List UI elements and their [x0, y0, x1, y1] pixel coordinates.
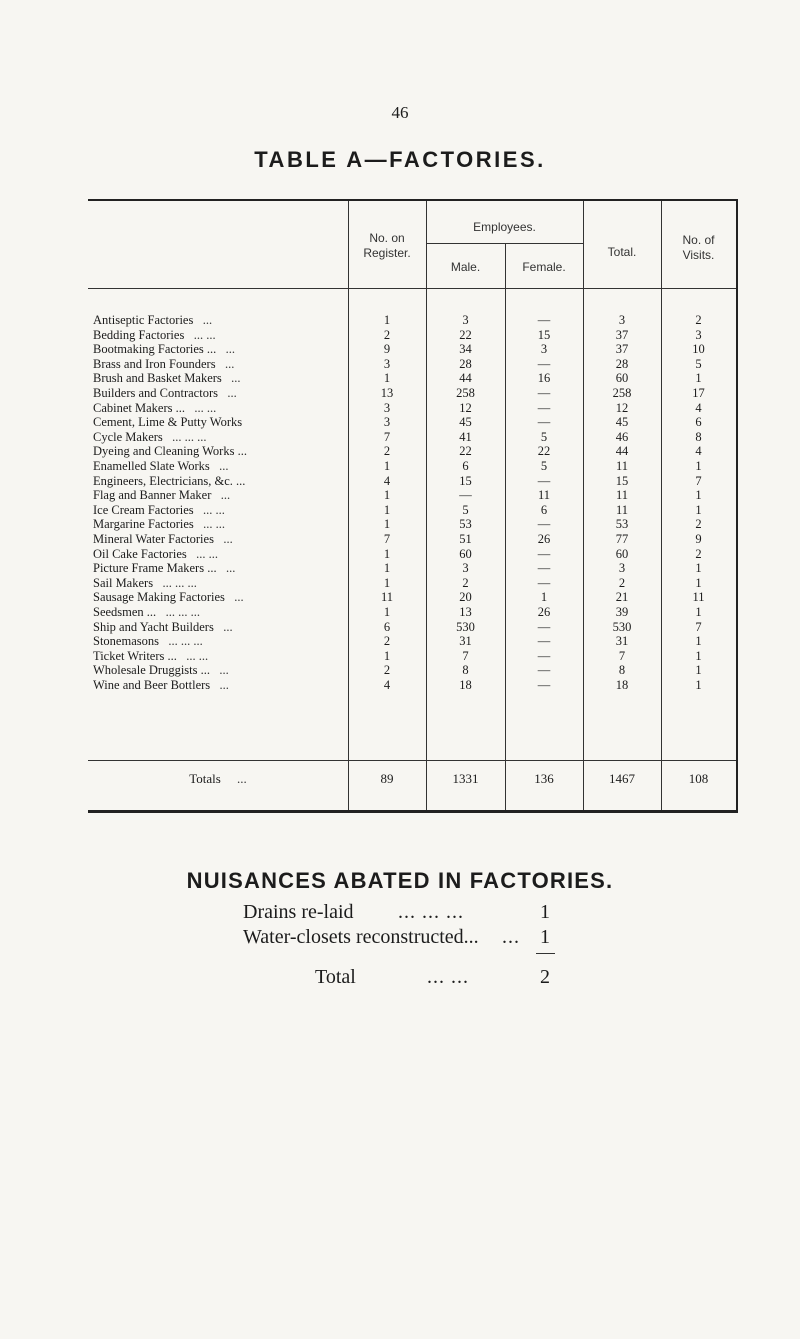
- visits-cell: 4: [695, 400, 702, 415]
- nuisance-total-value: 2: [540, 966, 550, 988]
- total-cell: 3: [618, 561, 626, 576]
- nuisance-dots: ... ... ...: [398, 901, 464, 923]
- factory-name: Oil Cake Factories: [93, 546, 187, 561]
- male-cell: 22: [459, 327, 472, 342]
- header-register: [348, 231, 426, 261]
- table-row: [88, 386, 738, 401]
- nuisance-label: Water-closets reconstructed...: [243, 926, 479, 948]
- factory-name-cell: [93, 503, 348, 518]
- male-cell: 20: [459, 590, 472, 605]
- register-cell: 1: [383, 605, 391, 619]
- register-cell: 1: [383, 488, 391, 503]
- female-cell: 26: [537, 532, 551, 546]
- male-cell: 31: [459, 634, 472, 649]
- total-cell: 530: [612, 619, 632, 634]
- register-cell: 1: [383, 517, 391, 532]
- factory-name-cell: [93, 342, 348, 357]
- leader-dots: ...: [219, 678, 229, 692]
- visits-cell: 9: [695, 532, 702, 546]
- female-cell: 5: [540, 459, 548, 473]
- total-cell: 8: [618, 663, 626, 678]
- visits-cell: 5: [695, 356, 702, 371]
- male-cell: 60: [459, 546, 472, 561]
- visits-cell: 7: [695, 473, 702, 488]
- register-cell: 1: [383, 313, 391, 327]
- factory-name-cell: [93, 663, 348, 678]
- factory-name: Flag and Banner Maker: [93, 488, 212, 503]
- female-cell: —: [537, 313, 551, 327]
- table-row: [88, 342, 738, 357]
- male-cell: 3: [462, 561, 469, 576]
- female-cell: —: [537, 386, 551, 400]
- register-cell: 3: [383, 356, 391, 371]
- visits-cell: 1: [695, 663, 702, 678]
- nuisances-title: NUISANCES ABATED IN FACTORIES.: [186, 868, 614, 893]
- visits-cell: 17: [692, 386, 705, 400]
- totals-register: 89: [380, 771, 394, 786]
- factory-name: Ice Cream Factories: [93, 502, 194, 517]
- factory-name-cell: [93, 576, 348, 591]
- table-row: [88, 313, 738, 328]
- factory-name-cell: [93, 605, 348, 620]
- header-visits-line2: Visits.: [682, 248, 715, 262]
- totals-dots: ...: [237, 771, 247, 786]
- female-cell: —: [537, 575, 551, 590]
- total-cell: 11: [615, 502, 629, 517]
- register-cell: 7: [383, 532, 391, 546]
- leader-dots: ...: [234, 590, 244, 605]
- factory-name: Bootmaking Factories ...: [93, 342, 217, 357]
- female-cell: 11: [537, 488, 551, 503]
- totals-male: 1331: [452, 771, 479, 786]
- male-cell: —: [459, 488, 472, 503]
- male-cell: 13: [459, 605, 472, 619]
- header-visits: [661, 233, 736, 263]
- leader-dots: ...: [231, 371, 241, 386]
- nuisance-total-label: Total: [315, 966, 356, 988]
- total-cell: 60: [615, 546, 629, 561]
- register-cell: 9: [383, 342, 391, 357]
- totals-total: 1467: [609, 771, 635, 786]
- header-female: Female.: [522, 260, 566, 274]
- factory-name-cell: [93, 401, 348, 416]
- leader-dots: ...: [219, 459, 229, 473]
- visits-cell: 10: [692, 342, 705, 357]
- factory-name-cell: [93, 459, 348, 474]
- nuisance-value: 1: [540, 901, 550, 923]
- factory-name-cell: [93, 430, 348, 445]
- visits-cell: 4: [695, 444, 702, 459]
- employees-rule: [426, 243, 583, 244]
- visits-cell: 2: [695, 313, 702, 327]
- total-cell: 37: [615, 327, 629, 342]
- register-cell: 2: [383, 444, 391, 459]
- female-cell: —: [537, 400, 551, 415]
- header-register-line2: Register.: [363, 246, 411, 260]
- female-cell: —: [537, 473, 551, 488]
- total-cell: 21: [615, 590, 629, 605]
- male-cell: 12: [459, 400, 472, 415]
- leader-dots: ...: [225, 561, 236, 576]
- factory-name: Mineral Water Factories: [93, 532, 214, 546]
- factory-name: Brass and Iron Founders: [93, 356, 216, 371]
- register-cell: 1: [383, 561, 391, 576]
- factory-name-cell: [93, 620, 348, 635]
- table-row: [88, 620, 738, 635]
- table-row: [88, 649, 738, 664]
- factory-name: Dyeing and Cleaning Works ...: [93, 444, 247, 459]
- female-cell: 26: [537, 605, 551, 619]
- male-cell: 15: [459, 473, 472, 488]
- table-row: [88, 678, 738, 693]
- total-cell: 45: [615, 415, 629, 430]
- factory-name-cell: [93, 415, 348, 430]
- factory-name: Sausage Making Factories: [93, 590, 225, 605]
- leader-dots: ... ... ...: [168, 634, 203, 649]
- sum-rule: [536, 953, 555, 954]
- table-row: [88, 488, 738, 503]
- visits-cell: 1: [695, 678, 702, 692]
- table-row: [88, 459, 738, 474]
- nuisance-dots: ...: [502, 926, 520, 948]
- register-cell: 1: [383, 371, 391, 386]
- factory-name: Cycle Makers: [93, 429, 163, 444]
- factory-name: Antiseptic Factories: [93, 313, 194, 327]
- factory-name-cell: [93, 561, 348, 576]
- register-cell: 1: [383, 648, 391, 663]
- header-rule: [88, 288, 736, 289]
- female-cell: 16: [537, 371, 551, 386]
- female-cell: —: [537, 356, 551, 371]
- factory-name: Picture Frame Makers ...: [93, 561, 217, 576]
- total-cell: 11: [615, 488, 629, 503]
- male-cell: 18: [459, 678, 472, 692]
- table-row: [88, 663, 738, 678]
- factory-name: Wholesale Druggists ...: [93, 663, 210, 678]
- leader-dots: ...: [223, 619, 233, 634]
- total-cell: 12: [615, 400, 629, 415]
- female-cell: 6: [540, 502, 548, 517]
- total-cell: 258: [612, 386, 632, 400]
- visits-cell: 1: [695, 502, 702, 517]
- visits-cell: 1: [695, 371, 702, 386]
- table-row: [88, 503, 738, 518]
- male-cell: 3: [462, 313, 469, 327]
- totals-rule: [88, 760, 736, 761]
- register-cell: 2: [383, 634, 391, 649]
- total-cell: 15: [615, 473, 629, 488]
- leader-dots: ...: [202, 313, 213, 327]
- totals-label-cell: [88, 772, 348, 787]
- leader-dots: ... ...: [196, 546, 218, 561]
- leader-dots: ...: [219, 663, 229, 678]
- register-cell: 3: [383, 415, 391, 430]
- factory-name: Brush and Basket Makers: [93, 371, 222, 386]
- leader-dots: ...: [223, 532, 233, 546]
- factory-name: Enamelled Slate Works: [93, 459, 210, 473]
- header-visits-line1: No. of: [682, 233, 715, 247]
- total-cell: 77: [615, 532, 629, 546]
- table-row: [88, 590, 738, 605]
- male-cell: 44: [459, 371, 472, 386]
- table-row: [88, 517, 738, 532]
- visits-cell: 3: [695, 327, 702, 342]
- visits-cell: 1: [695, 605, 702, 619]
- visits-cell: 1: [695, 648, 702, 663]
- table-row: [88, 532, 738, 547]
- factory-name-cell: [93, 532, 348, 547]
- female-cell: —: [537, 517, 551, 532]
- register-cell: 11: [380, 590, 394, 605]
- table-row: [88, 371, 738, 386]
- factory-name: Builders and Contractors: [93, 386, 218, 400]
- table-title: TABLE A—FACTORIES.: [254, 147, 546, 172]
- female-cell: 3: [540, 342, 548, 357]
- total-cell: 18: [615, 678, 629, 692]
- table-row: [88, 547, 738, 562]
- total-cell: 3: [618, 313, 626, 327]
- nuisance-total-dots: ... ...: [427, 966, 469, 988]
- female-cell: —: [537, 663, 551, 678]
- male-cell: 22: [459, 444, 472, 459]
- male-cell: 258: [456, 386, 475, 400]
- totals-visits: 108: [688, 771, 709, 786]
- total-cell: 2: [618, 575, 626, 590]
- table-row: [88, 474, 738, 489]
- factory-name-cell: [93, 474, 348, 489]
- register-cell: 1: [383, 575, 391, 590]
- female-cell: —: [537, 634, 551, 649]
- female-cell: —: [537, 561, 551, 576]
- register-cell: 4: [383, 678, 391, 692]
- table-row: [88, 357, 738, 372]
- female-cell: —: [537, 546, 551, 561]
- leader-dots: ... ... ...: [165, 605, 200, 619]
- leader-dots: ...: [224, 356, 235, 371]
- page-number: 46: [391, 103, 409, 122]
- visits-cell: 1: [695, 459, 702, 473]
- leader-dots: ... ...: [186, 648, 209, 663]
- leader-dots: ...: [227, 386, 237, 400]
- female-cell: 15: [537, 327, 551, 342]
- register-cell: 1: [383, 502, 391, 517]
- male-cell: 530: [456, 619, 475, 634]
- table-row: [88, 401, 738, 416]
- male-cell: 34: [459, 342, 472, 357]
- female-cell: 1: [540, 590, 548, 605]
- table-row: [88, 634, 738, 649]
- factories-table: [88, 199, 738, 813]
- factory-name-cell: [93, 328, 348, 343]
- header-register-line1: No. on: [369, 231, 405, 245]
- visits-cell: 1: [695, 488, 702, 503]
- register-cell: 1: [383, 459, 391, 473]
- factory-name: Wine and Beer Bottlers: [93, 678, 211, 692]
- table-row: [88, 328, 738, 343]
- register-cell: 6: [383, 619, 391, 634]
- female-cell: —: [537, 619, 551, 634]
- table-row: [88, 430, 738, 445]
- leader-dots: ... ...: [203, 502, 225, 517]
- register-cell: 1: [383, 546, 391, 561]
- factory-name-cell: [93, 386, 348, 401]
- male-cell: 28: [459, 356, 472, 371]
- visits-cell: 8: [695, 429, 702, 444]
- register-cell: 3: [383, 400, 391, 415]
- female-cell: 5: [540, 429, 548, 444]
- female-cell: —: [537, 648, 551, 663]
- register-cell: 2: [383, 663, 391, 678]
- factory-name-cell: [93, 313, 348, 328]
- total-cell: 37: [615, 342, 629, 357]
- male-cell: 7: [462, 648, 469, 663]
- header-employees: Employees.: [473, 220, 536, 234]
- table-row: [88, 605, 738, 620]
- totals-label: Totals: [189, 771, 221, 786]
- register-cell: 13: [380, 386, 394, 400]
- factory-name-cell: [93, 444, 348, 459]
- table-row: [88, 561, 738, 576]
- total-cell: 28: [615, 356, 629, 371]
- visits-cell: 1: [695, 575, 702, 590]
- factory-name-cell: [93, 488, 348, 503]
- male-cell: 2: [462, 575, 469, 590]
- totals-female: 136: [534, 771, 554, 786]
- visits-cell: 2: [695, 517, 702, 532]
- male-cell: 5: [462, 502, 469, 517]
- total-cell: 46: [615, 429, 629, 444]
- nuisance-label: Drains re-laid: [243, 901, 354, 923]
- visits-cell: 1: [695, 561, 702, 576]
- register-cell: 7: [383, 429, 391, 444]
- factory-name-cell: [93, 678, 348, 693]
- table-row: [88, 415, 738, 430]
- leader-dots: ... ...: [203, 517, 226, 532]
- male-cell: 41: [459, 429, 472, 444]
- factory-name: Margarine Factories: [93, 517, 194, 532]
- female-cell: —: [537, 678, 551, 692]
- table-row: [88, 444, 738, 459]
- total-cell: 53: [615, 517, 629, 532]
- female-cell: —: [537, 415, 551, 430]
- factory-name: Ship and Yacht Builders: [93, 619, 214, 634]
- factory-name-cell: [93, 357, 348, 372]
- totals-row: [88, 772, 738, 787]
- leader-dots: ...: [220, 488, 231, 503]
- factory-name: Stonemasons: [93, 634, 159, 649]
- factory-name: Cement, Lime & Putty Works: [93, 415, 243, 430]
- visits-cell: 11: [692, 590, 705, 605]
- factory-name-cell: [93, 634, 348, 649]
- total-cell: 60: [615, 371, 629, 386]
- total-cell: 7: [618, 648, 626, 663]
- factory-name: Ticket Writers ...: [93, 648, 177, 663]
- visits-cell: 2: [695, 546, 702, 561]
- visits-cell: 1: [695, 634, 702, 649]
- factory-name: Sail Makers: [93, 575, 154, 590]
- nuisance-value: 1: [540, 926, 550, 948]
- header-total: Total.: [607, 245, 637, 259]
- male-cell: 45: [459, 415, 472, 430]
- factory-name-cell: [93, 547, 348, 562]
- register-cell: 2: [383, 327, 391, 342]
- male-cell: 53: [459, 517, 472, 532]
- visits-cell: 7: [695, 619, 702, 634]
- header-male: Male.: [450, 260, 481, 274]
- male-cell: 8: [462, 663, 469, 678]
- leader-dots: ...: [225, 342, 235, 357]
- factory-name: Engineers, Electricians, &c. ...: [93, 473, 246, 488]
- factory-name: Bedding Factories: [93, 327, 185, 342]
- factory-name-cell: [93, 590, 348, 605]
- leader-dots: ... ... ...: [162, 575, 197, 590]
- visits-cell: 6: [695, 415, 702, 430]
- factory-name-cell: [93, 371, 348, 386]
- factory-name: Seedsmen ...: [93, 605, 157, 619]
- total-cell: 31: [615, 634, 629, 649]
- leader-dots: ... ...: [193, 327, 216, 342]
- total-cell: 44: [615, 444, 629, 459]
- male-cell: 51: [459, 532, 472, 546]
- male-cell: 6: [462, 459, 469, 473]
- leader-dots: ... ... ...: [172, 429, 207, 444]
- female-cell: 22: [537, 444, 551, 459]
- total-cell: 39: [615, 605, 629, 619]
- leader-dots: ... ...: [194, 400, 217, 415]
- table-row: [88, 576, 738, 591]
- factory-name-cell: [93, 517, 348, 532]
- register-cell: 4: [383, 473, 391, 488]
- total-cell: 11: [615, 459, 629, 473]
- factory-name: Cabinet Makers ...: [93, 400, 185, 415]
- factory-name-cell: [93, 649, 348, 664]
